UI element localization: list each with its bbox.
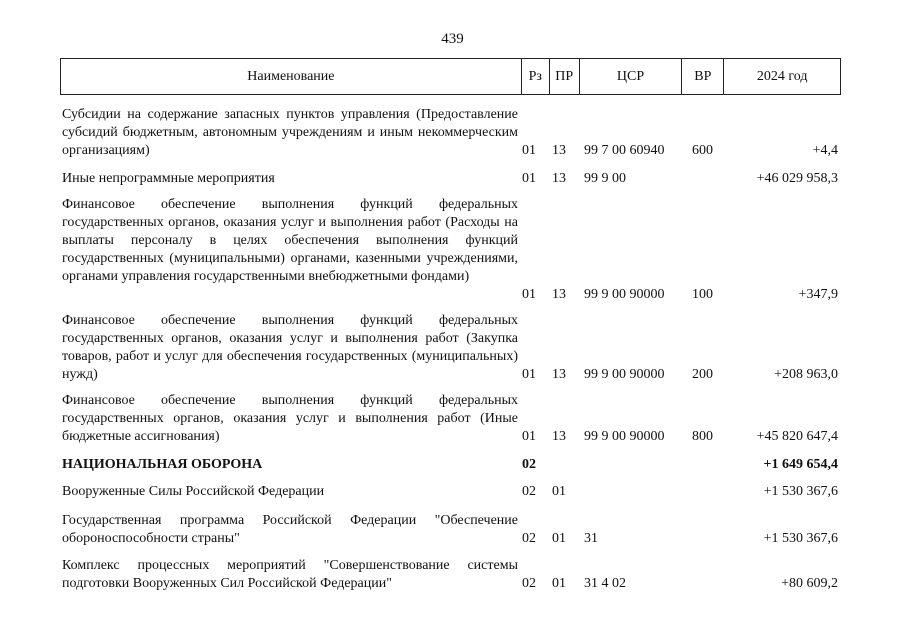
- row-vr: 600: [692, 143, 713, 158]
- row-csr: 99 9 00: [584, 171, 626, 186]
- header-rz: Рз: [521, 59, 549, 94]
- row-rz: 01: [522, 367, 536, 382]
- row-amount: +45 820 647,4: [756, 429, 838, 444]
- row-amount: +347,9: [798, 287, 838, 302]
- row-rz: 01: [522, 171, 536, 186]
- row-rz: 02: [522, 576, 536, 591]
- row-amount: +46 029 958,3: [756, 171, 838, 186]
- row-pr: 01: [552, 576, 566, 591]
- table-row: [0, 456, 905, 474]
- row-amount: +208 963,0: [774, 367, 838, 382]
- row-csr: 31 4 02: [584, 576, 626, 591]
- row-pr: 13: [552, 143, 566, 158]
- table-row: [0, 483, 905, 501]
- table-row: [0, 106, 905, 160]
- row-name: Вооруженные Силы Российской Федерации: [62, 484, 325, 499]
- row-amount: +80 609,2: [781, 576, 838, 591]
- row-rz: 02: [522, 531, 536, 546]
- table-header: [60, 58, 841, 95]
- header-year: 2024 год: [723, 59, 840, 94]
- page-number: 439: [441, 31, 464, 47]
- row-amount: +4,4: [812, 143, 838, 158]
- table-row: [0, 196, 905, 304]
- row-csr: 99 9 00 90000: [584, 367, 665, 382]
- header-name: Наименование: [247, 68, 335, 84]
- row-pr: 13: [552, 287, 566, 302]
- header-vr: ВР: [681, 59, 723, 94]
- row-pr: 13: [552, 367, 566, 382]
- header-csr: ЦСР: [579, 59, 682, 94]
- row-rz: 01: [522, 429, 536, 444]
- table-row: [0, 512, 905, 548]
- row-rz: 01: [522, 143, 536, 158]
- row-pr: 13: [552, 171, 566, 186]
- row-name: Финансовое обеспечение выполнения функций федеральных государственных органов, оказания услуг и выполнения работ (Иные бюджетные ассигнования): [62, 393, 518, 444]
- row-vr: 800: [692, 429, 713, 444]
- row-name: Финансовое обеспечение выполнения функций федеральных государственных органов, оказания услуг и выполнения работ (Расходы на выплаты персоналу в целях обеспечения выполнения функций государственных (муниципальными) органами, казенными учреждениями, органами управления государственными внебюджетными фондами): [62, 197, 518, 284]
- row-pr: 01: [552, 531, 566, 546]
- table-row: [0, 392, 905, 446]
- row-name: Иные непрограммные мероприятия: [62, 171, 275, 186]
- table-row: [0, 312, 905, 384]
- row-name: Государственная программа Российской Федерации "Обеспечение обороноспособности страны": [62, 513, 518, 546]
- row-amount: +1 530 367,6: [763, 484, 838, 499]
- row-name: НАЦИОНАЛЬНАЯ ОБОРОНА: [62, 457, 263, 472]
- row-amount: +1 649 654,4: [763, 457, 838, 472]
- row-name: Субсидии на содержание запасных пунктов управления (Предоставление субсидий бюджетным, автономным учреждениям и иным некоммерческим организациям): [62, 107, 518, 158]
- row-vr: 200: [692, 367, 713, 382]
- row-rz: 02: [522, 457, 536, 472]
- row-amount: +1 530 367,6: [763, 531, 838, 546]
- row-name: Комплекс процессных мероприятий "Совершенствование системы подготовки Вооруженных Сил Российской Федерации": [62, 558, 518, 591]
- table-row: [0, 557, 905, 593]
- row-pr: 13: [552, 429, 566, 444]
- row-vr: 100: [692, 287, 713, 302]
- row-rz: 02: [522, 484, 536, 499]
- row-csr: 99 9 00 90000: [584, 287, 665, 302]
- table-row: [0, 170, 905, 188]
- row-name: Финансовое обеспечение выполнения функций федеральных государственных органов, оказания услуг и выполнения работ (Закупка товаров, работ и услуг для обеспечения государственных (муниципальных) нужд): [62, 313, 518, 382]
- row-rz: 01: [522, 287, 536, 302]
- row-csr: 31: [584, 531, 598, 546]
- header-pr: ПР: [549, 59, 579, 94]
- row-pr: 01: [552, 484, 566, 499]
- row-csr: 99 9 00 90000: [584, 429, 665, 444]
- row-csr: 99 7 00 60940: [584, 143, 665, 158]
